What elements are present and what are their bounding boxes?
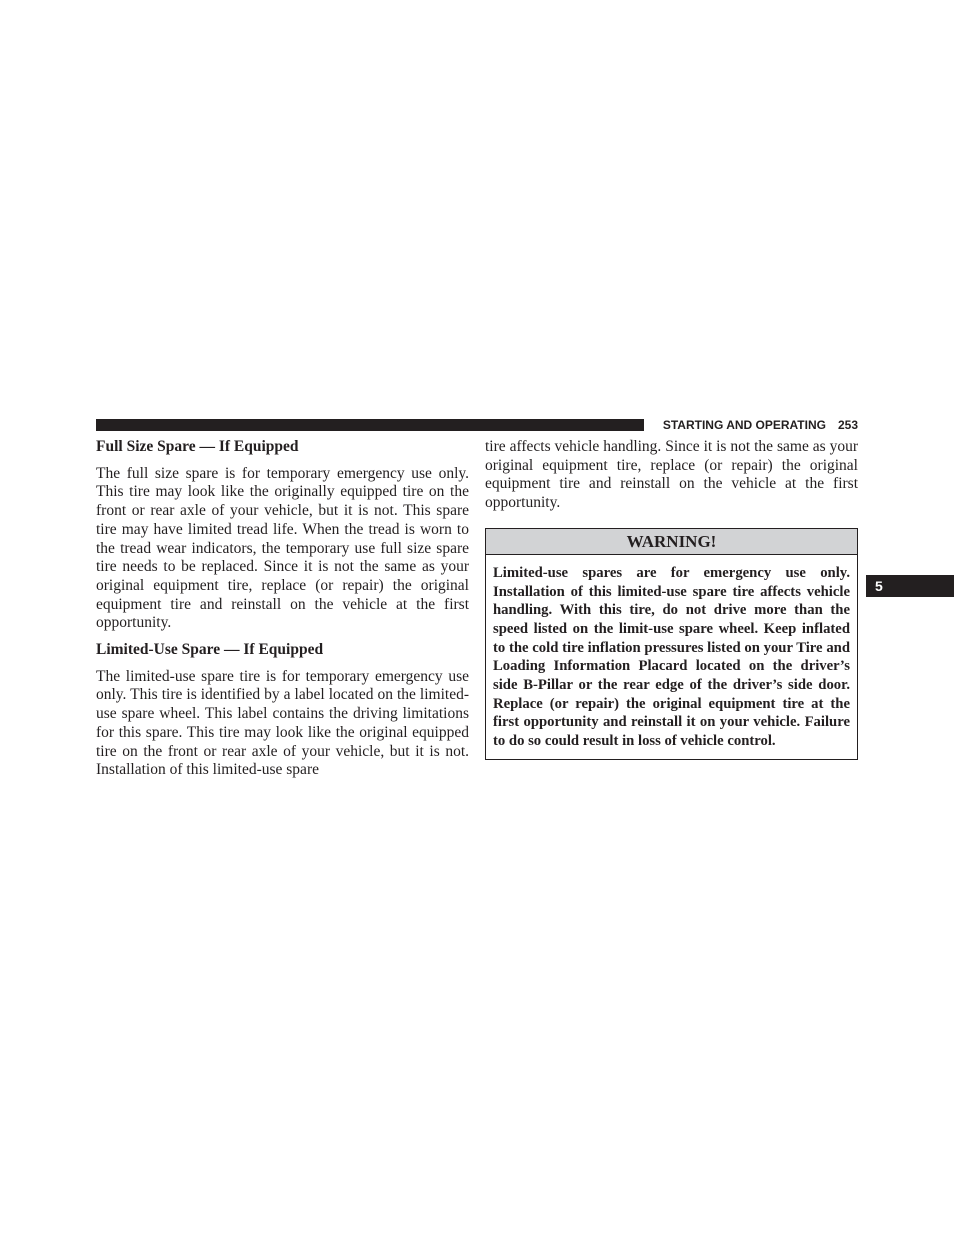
paragraph-continued: tire affects vehicle handling. Since it is not the same as your original equipment tire, replace (or repair) the original equipment tire and reinstall on the vehicle at the first opportunity.: [485, 438, 858, 512]
warning-box: [485, 528, 858, 760]
chapter-tab: [866, 575, 954, 597]
paragraph-full-size-spare: The full size spare is for temporary emergency use only. This tire may look like the originally equipped tire on the front or rear axle of your vehicle, but it is not. This spare tire may have limited tread life. When the tread is worn to the tread wear indicators, the temporary use full size spare tire needs to be replaced. Since it is not the same as your original equipment tire, replace (or repair) the original equipment tire and reinstall on the vehicle at the first opportunity.: [96, 464, 469, 632]
warning-title: WARNING!: [486, 529, 857, 555]
chapter-number: 5: [875, 578, 883, 594]
page-number: 253: [837, 418, 858, 432]
left-column: [96, 438, 469, 788]
warning-body: Limited-use spares are for emergency use only. Installation of this limited-use spare tire affects vehicle handling. With this tire, do not drive more than the speed listed on the limit-use spare wheel. Keep inflated to the cold tire inflation pressures listed on your Tire and Loading Information Placard located on the driver’s side B-Pillar or the rear edge of the driver’s side door. Replace (or repair) the original equipment tire at the first opportunity and reinstall it on your vehicle. Failure to do so could result in loss of vehicle control.: [493, 564, 850, 750]
paragraph-limited-use-spare: The limited-use spare tire is for temporary emergency use only. This tire is identified by a label located on the limited-use spare wheel. This label contains the driving limitations for this spare. This tire may look like the original equipped tire on the front or rear axle of your vehicle, but it is not. Installation of this limited-use spare: [96, 667, 469, 779]
section-title: STARTING AND OPERATING: [662, 418, 826, 432]
right-column: [485, 438, 858, 760]
heading-limited-use-spare: Limited-Use Spare — If Equipped: [96, 641, 324, 659]
heading-full-size-spare: Full Size Spare — If Equipped: [96, 438, 299, 455]
header-rule: [96, 419, 644, 431]
running-header: [654, 416, 858, 434]
